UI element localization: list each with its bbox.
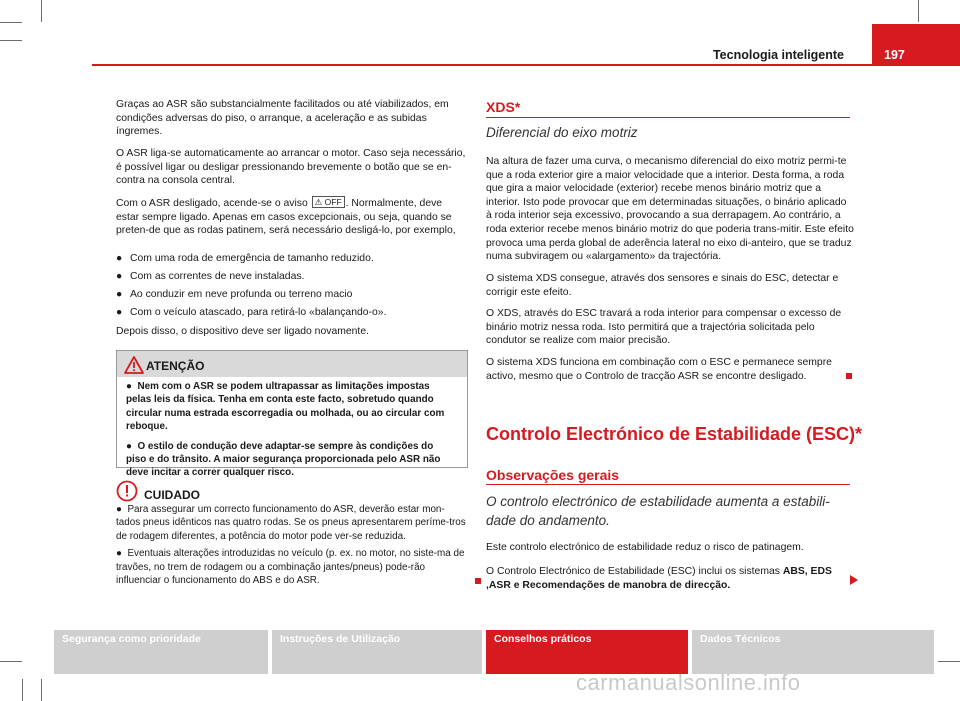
section-title: Tecnologia inteligente xyxy=(712,48,844,62)
list-item-text: Com as correntes de neve instaladas. xyxy=(130,271,305,282)
paragraph: Na altura de fazer uma curva, o mecanismo diferencial do eixo motriz permi-te que a roda exterior gire a maior velocidade que a interior. Desta forma, a roda que gira a maior velocidade (exterior) recebe menos binário motriz que a interior. Isto pode provocar que em determinadas situações, o binário aplicado à roda interior seja excessivo, provocando a sua derrapagem. Ao contrário, a roda exterior recebe menos binário motriz do que poderia trans-mitir. Este efeito provoca uma perda global de aderência lateral no eixo di-anteiro, que se traduz numa subviragem ou «alargamento» da trajectória. xyxy=(486,156,854,263)
crop-mark xyxy=(0,22,22,23)
warning-item-text: O estilo de condução deve adaptar-se sempre às condições do piso e do trânsito. A maior segurança proporcionada pelo ASR não deve incitar a correr qualquer risco. xyxy=(126,440,441,479)
crop-mark xyxy=(918,0,919,22)
page-number: 197 xyxy=(884,48,905,62)
paragraph: O sistema XDS consegue, através dos sensores e sinais do ESC, detectar e corrigir este efeito. xyxy=(486,273,839,298)
crop-mark xyxy=(0,661,22,662)
paragraph xyxy=(486,565,846,592)
crop-mark xyxy=(22,679,23,701)
general-notes-rule xyxy=(486,484,850,485)
warning-text xyxy=(116,380,466,486)
crop-mark xyxy=(41,0,42,22)
caution-title: CUIDADO xyxy=(144,488,200,502)
list-item-text: Com uma roda de emergência de tamanho reduzido. xyxy=(130,253,374,264)
list-item-text: Ao conduzir em neve profunda ou terreno macio xyxy=(130,289,353,300)
paragraph: O ASR liga-se automaticamente ao arrancar o motor. Caso seja necessário, é possível ligar ou desligar pressionando brevemente o botão que se en-contra na consola central. xyxy=(116,148,466,187)
bullet-icon: ● xyxy=(116,289,123,300)
xds-rule xyxy=(486,117,850,118)
warning-item-text: Nem com o ASR se podem ultrapassar as limitações impostas pelas leis da física. Tenha em conta este facto, sobretudo quando circular numa estrada escorregadia ou molhada, ou ao circular com reboque. xyxy=(126,381,445,433)
paragraph-text: . Normalmente, deve estar sempre ligado. Apenas em casos excepcionais, ou seja, quando se preten-de que as rodas patinem, será necessário desligá-lo, por exemplo, xyxy=(116,198,456,237)
caution-item: ● Para assegurar um correcto funcionamento do ASR, deverão estar mon-tados pneus idênticos nas quatro rodas. Se os pneus apresentarem períme-tros de rodagem diferentes, a potência do motor pode ver-se reduzida. xyxy=(116,504,466,542)
paragraph: Graças ao ASR são substancialmente facilitados ou até viabilizados, em condições adversas do piso, o arranque, a aceleração e as subidas íngremes. xyxy=(116,99,449,138)
paragraph: Este controlo electrónico de estabilidade reduz o risco de patinagem. xyxy=(486,542,804,553)
esc-subtitle: O controlo electrónico de estabilidade aumenta a estabili-dade do andamento. xyxy=(486,494,830,528)
footer-tab-practical-tips[interactable] xyxy=(486,630,688,674)
bullet-icon: ● xyxy=(116,253,123,264)
esc-heading: Controlo Electrónico de Estabilidade (ESC)* xyxy=(486,424,863,444)
asr-off-symbol: ⚠︎ OFF xyxy=(312,196,345,208)
footer-tab-label: Dados Técnicos xyxy=(700,633,781,645)
warning-item: ● O estilo de condução deve adaptar-se sempre às condições do piso e do trânsito. A maior segurança proporcionada pelo ASR não deve incitar a correr qualquer risco. xyxy=(126,440,441,479)
caution-item: ● Eventuais alterações introduzidas no veículo (p. ex. no motor, no siste-ma de travões, no trem de rodagem ou a combinação jantes/pneus) pode-rão influenciar o funcionamento do ABS e do ASR. xyxy=(116,548,465,587)
paragraph: Depois disso, o dispositivo deve ser ligado novamente. xyxy=(116,326,369,337)
paragraph-text: Com o ASR desligado, acende-se o aviso xyxy=(116,198,308,209)
section-end-mark xyxy=(475,578,481,584)
watermark: carmanualsonline.info xyxy=(576,670,801,695)
paragraph: O XDS, através do ESC travará a roda interior para compensar o excesso de binário motriz nessa roda. Isto permitirá que a trajectória solicitada pelo condutor se realize com maior precisão. xyxy=(486,308,842,347)
xds-subtitle: Diferencial do eixo motriz xyxy=(486,125,638,140)
warning-title: ATENÇÃO xyxy=(146,359,205,373)
footer-tab-technical-data[interactable] xyxy=(692,630,934,674)
general-notes-heading: Observações gerais xyxy=(486,467,620,483)
footer-tab-label: Instruções de Utilização xyxy=(280,633,401,645)
crop-mark xyxy=(938,661,960,662)
paragraph: O sistema XDS funciona em combinação com o ESC e permanece sempre activo, mesmo que o Controlo de tracção ASR se encontre desligado. xyxy=(486,357,832,382)
crop-mark xyxy=(41,679,42,701)
caution-item-text: Para assegurar um correcto funcionamento do ASR, deverão estar mon-tados pneus idênticos nas quatro rodas. Se os pneus apresentarem períme-tros de rodagem diferentes, a potência do motor pode ver-se reduzida. xyxy=(116,504,466,542)
list-item-text: Com o veículo atascado, para retirá-lo «balançando-o». xyxy=(130,307,387,318)
paragraph-text: O Controlo Electrónico de Estabilidade (ESC) inclui os sistemas xyxy=(486,566,783,577)
asr-off-label: OFF xyxy=(324,197,342,207)
footer-tab-label: Segurança como prioridade xyxy=(62,633,201,645)
paragraph-bold-text: ABS, EDS ,ASR e Recomendações de manobra de direcção. xyxy=(486,566,832,591)
footer-tab-safety[interactable] xyxy=(54,630,268,674)
warning-triangle-icon xyxy=(124,356,144,374)
bullet-icon: ● xyxy=(116,271,123,282)
section-end-mark xyxy=(846,373,852,379)
header-rule xyxy=(92,64,960,66)
xds-heading: XDS* xyxy=(486,99,521,115)
caution-text xyxy=(116,503,466,591)
footer-tab-label: Conselhos práticos xyxy=(494,633,592,645)
footer-tab-instructions[interactable] xyxy=(272,630,482,674)
bullet-icon: ● xyxy=(116,307,123,318)
crop-mark xyxy=(0,40,22,41)
caution-item-text: Eventuais alterações introduzidas no veículo (p. ex. no motor, no siste-ma de travões, no trem de rodagem ou a combinação jantes/pneus) pode-rão influenciar o funcionamento do ABS e do ASR. xyxy=(116,548,465,587)
continue-arrow-icon xyxy=(850,575,858,585)
warning-item: ● Nem com o ASR se podem ultrapassar as limitações impostas pelas leis da física. Tenha em conta este facto, sobretudo quando circular numa estrada escorregadia ou molhada, ou ao circular com reboque. xyxy=(126,381,445,433)
paragraph xyxy=(116,196,466,238)
